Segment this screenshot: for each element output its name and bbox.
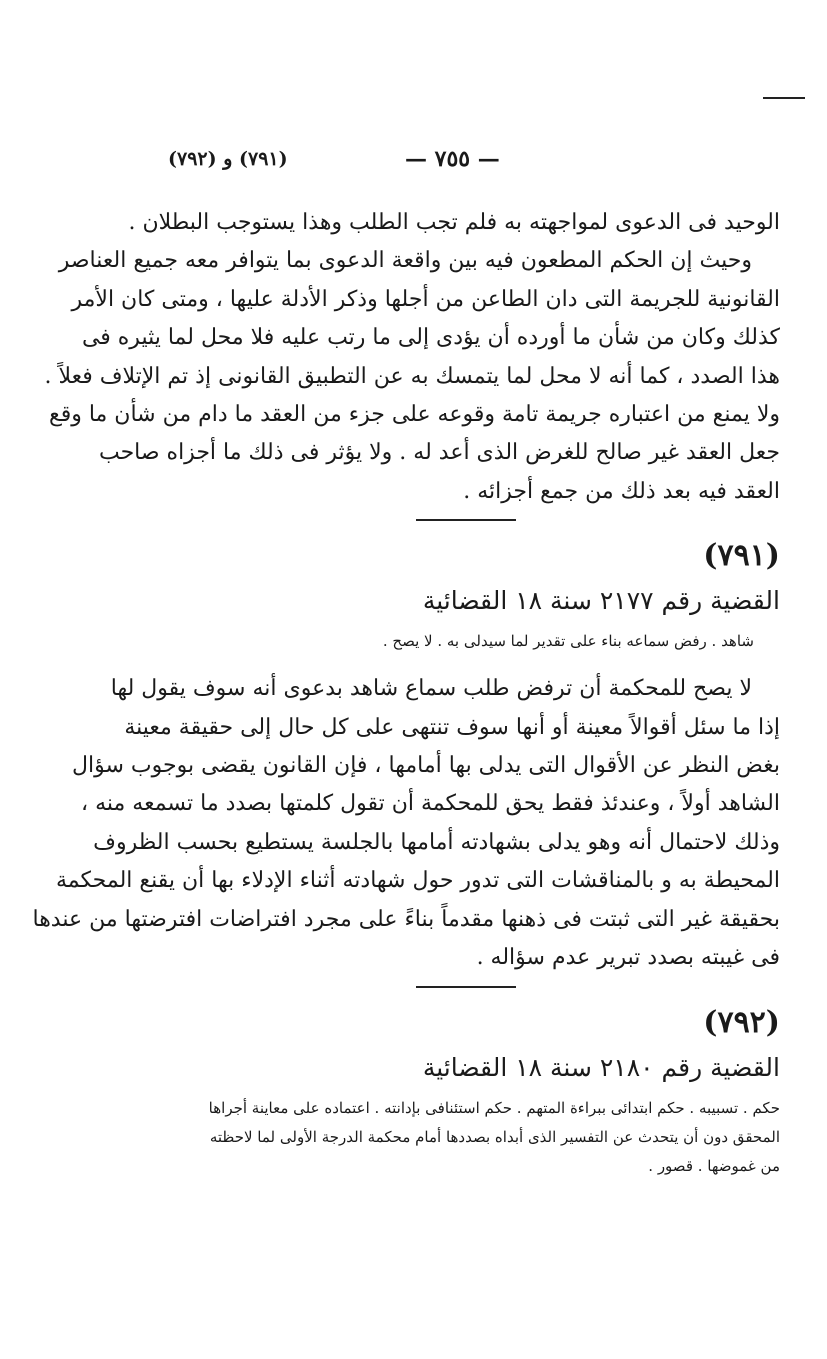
text-line: ولا يمنع من اعتباره جريمة تامة وقوعه على جزء من العقد ما دام من شأن ما وقع xyxy=(48,402,780,428)
intro-paragraph xyxy=(44,204,780,511)
text-line: جعل العقد غير صالح للغرض الذى أعد له . ولا يؤثر فى ذلك ما أجزاه صاحب xyxy=(98,440,780,466)
section-divider xyxy=(416,986,516,988)
text-line: هذا الصدد ، كما أنه لا محل لما يتمسك به عن التطبيق القانونى إذ تم الإتلاف فعلاً . xyxy=(44,363,780,389)
text-line: الشاهد أولاً ، وعندئذ فقط يحق للمحكمة أن تقول كلمتها بصدد ما تسمعه منه ، xyxy=(80,791,780,817)
text-line: لا يصح للمحكمة أن ترفض طلب سماع شاهد بدعوى أنه سوف يقول لها xyxy=(110,676,752,702)
text-line: الوحيد فى الدعوى لمواجهته به فلم تجب الطلب وهذا يستوجب البطلان . xyxy=(128,210,780,235)
section-divider xyxy=(416,519,516,521)
text-line: بحقيقة غير التى ثبتت فى ذهنها مقدماً بناءً على مجرد افتراضات افترضتها من عندها xyxy=(32,906,780,932)
text-line: فى غيبته بصدد تبرير عدم سؤاله . xyxy=(476,945,780,971)
margin-mark xyxy=(763,97,805,99)
text-line: بغض النظر عن الأقوال التى يدلى بها أمامها ، فإن القانون يقضى بوجوب سؤال xyxy=(72,753,780,779)
text-line: القانونية للجريمة التى دان الطاعن من أجلها وذكر الأدلة عليها ، ومتى كان الأمر xyxy=(71,286,780,312)
page-header xyxy=(150,146,677,182)
text-line: إذا ما سئل أقوالاً معينة أو أنها سوف تنتهى على كل حال إلى حقيقة معينة xyxy=(124,714,780,740)
case-number-792: (٧٩٢) xyxy=(703,1004,780,1040)
page-number: — ٧٥٥ — xyxy=(405,146,500,172)
case-number-791: (٧٩١) xyxy=(703,538,780,574)
case-summary-791: شاهد . رفض سماعه بناء على تقدير لما سيدلى به . لا يصح . xyxy=(382,632,754,651)
summary-line: حكم . تسبيبه . حكم ابتدائى ببراءة المتهم . حكم استئنافى بإدانته . اعتماده على معاينة أجراها xyxy=(208,1098,780,1117)
case-body-791 xyxy=(32,670,780,977)
text-line: المحيطة به و بالمناقشات التى تدور حول شهادته أثناء الإدلاء بها أن يقنع المحكمة xyxy=(56,868,780,894)
page-content xyxy=(32,204,780,1195)
case-reference-792: القضية رقم ٢١٨٠ سنة ١٨ القضائية xyxy=(422,1052,780,1082)
case-summary-792 xyxy=(152,1094,780,1181)
text-line: وحيث إن الحكم المطعون فيه بين واقعة الدعوى بما يتوافر معه جميع العناصر xyxy=(58,248,752,274)
text-line: كذلك وكان من شأن ما أورده أن يؤدى إلى ما رتب عليه فلا محل لما يثيره فى xyxy=(81,325,780,351)
case-range: (٧٩١) و (٧٩٢) xyxy=(168,148,288,170)
text-line: وذلك لاحتمال أنه وهو يدلى بشهادته أمامها بالجلسة يستطيع بحسب الظروف xyxy=(93,829,780,855)
summary-line: المحقق دون أن يتحدث عن التفسير الذى أبداه بصددها أمام محكمة الدرجة الأولى لما لاحظته xyxy=(209,1127,780,1146)
summary-line: من غموضها . قصور . xyxy=(648,1156,780,1175)
text-line: العقد فيه بعد ذلك من جمع أجزائه . xyxy=(463,478,780,504)
case-reference-791: القضية رقم ٢١٧٧ سنة ١٨ القضائية xyxy=(422,586,780,616)
